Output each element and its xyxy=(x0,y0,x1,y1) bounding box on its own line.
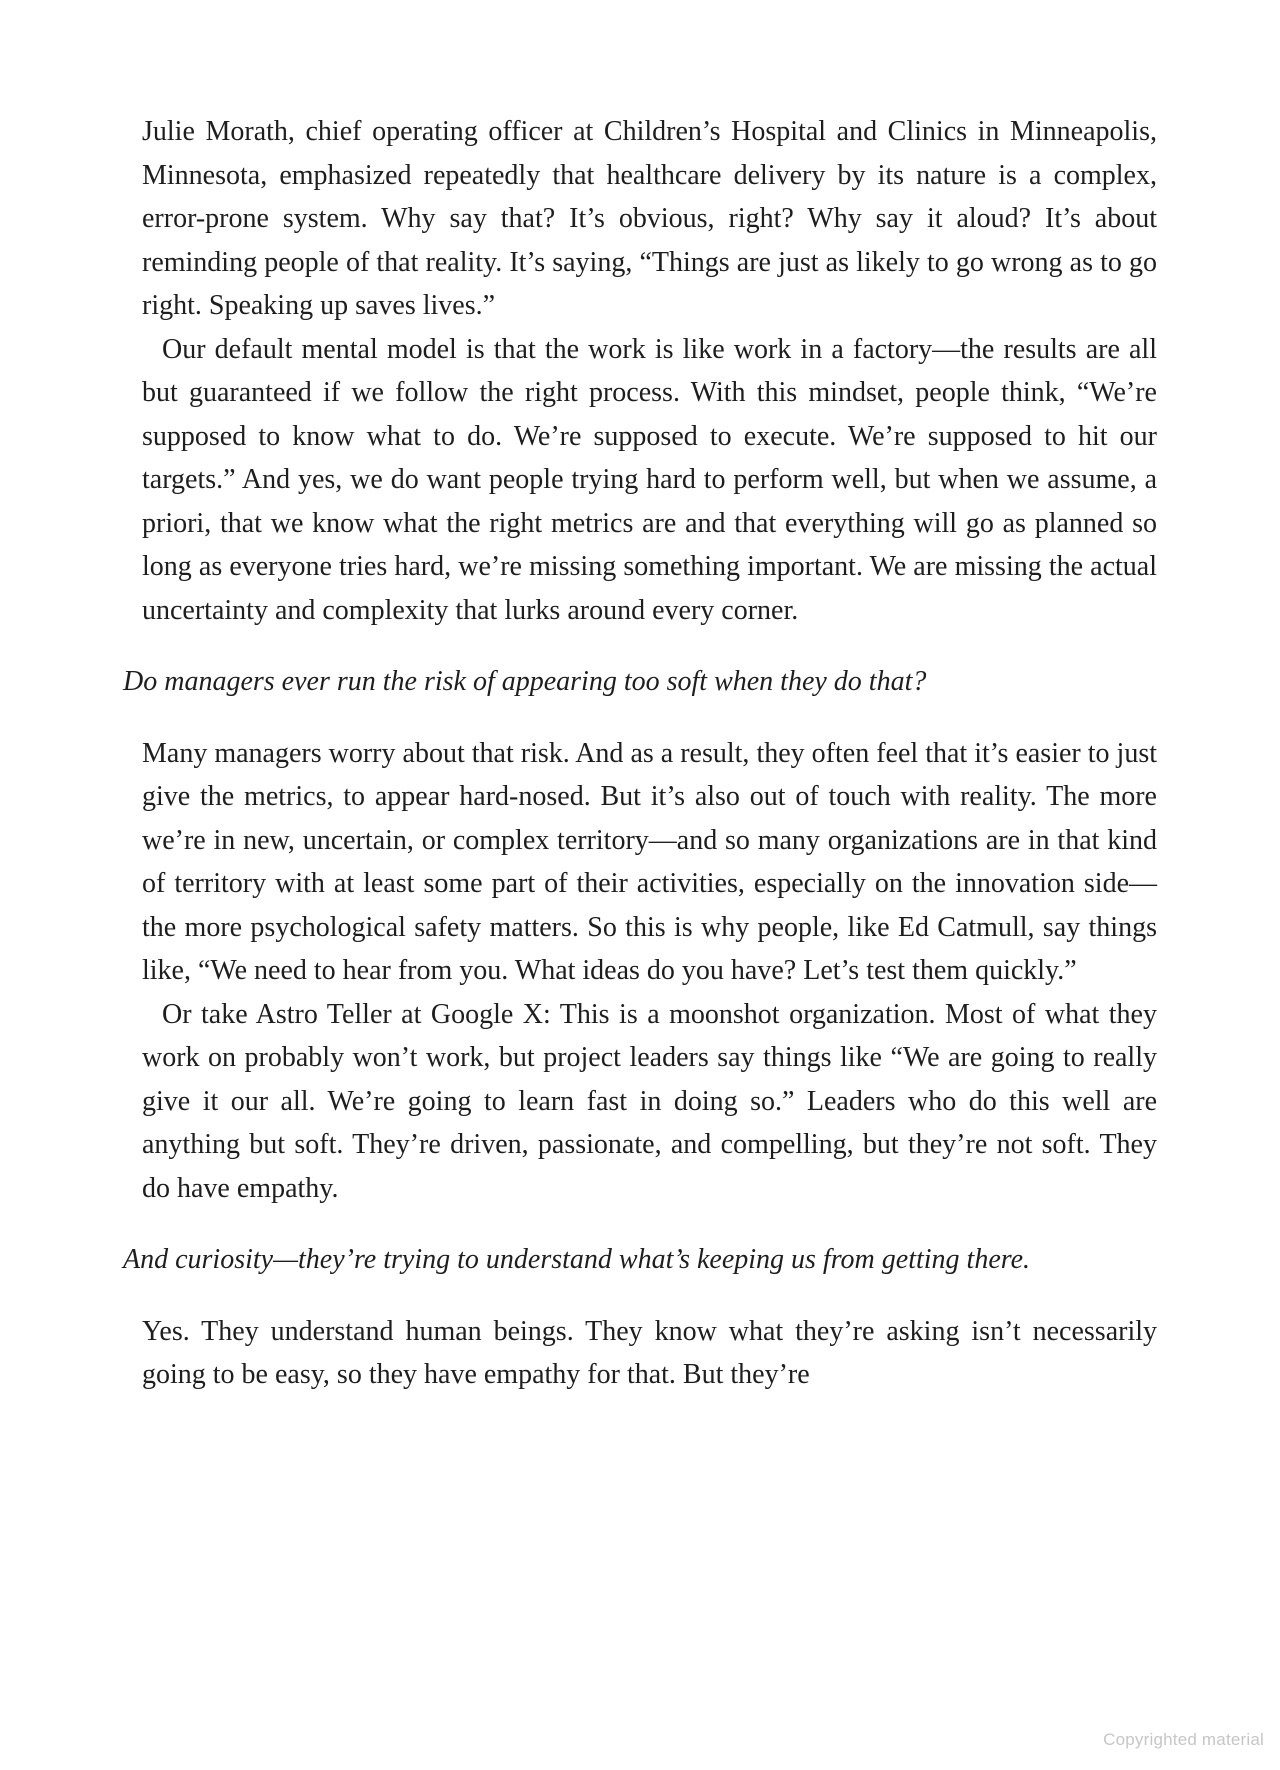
interview-question: Do managers ever run the risk of appearing too soft when they do that? xyxy=(123,666,927,697)
body-paragraph: Yes. They understand human beings. They know what they’re asking isn’t necessarily going to be easy, so they have empathy for that. But they’re xyxy=(142,1315,1157,1390)
interview-question: And curiosity—they’re trying to understand what’s keeping us from getting there. xyxy=(123,1244,1031,1275)
body-paragraph: Our default mental model is that the work is like work in a factory—the results are all but guaranteed if we follow the right process. With this mindset, people think, “We’re supposed to know what to do. We’re supposed to execute. We’re supposed to hit our targets.” And yes, we do want people trying hard to perform well, but when we assume, a priori, that we know what the right metrics are and that everything will go as planned so long as everyone tries hard, we’re missing something important. We are missing the actual uncertainty and complexity that lurks around every corner. xyxy=(142,333,1157,626)
copyright-watermark: Copyrighted material xyxy=(1103,1730,1264,1749)
body-paragraph: Or take Astro Teller at Google X: This is a moonshot organization. Most of what they work on probably won’t work, but project leaders say things like “We are going to really give it our all. We’re going to learn fast in doing so.” Leaders who do this well are anything but soft. They’re driven, passionate, and compelling, but they’re not soft. They do have empathy. xyxy=(142,998,1157,1204)
body-paragraph: Julie Morath, chief operating officer at Children’s Hospital and Clinics in Minneapolis, Minnesota, emphasized repeatedly that healthcare delivery by its nature is a complex, error-prone system. Why say that? It’s obvious, right? Why say it aloud? It’s about reminding people of that reality. It’s saying, “Things are just as likely to go wrong as to go right. Speaking up saves lives.” xyxy=(142,116,1157,321)
page-text-block xyxy=(123,110,1157,1397)
body-paragraph: Many managers worry about that risk. And as a result, they often feel that it’s easier to just give the metrics, to appear hard-nosed. But it’s also out of touch with reality. The more we’re in new, uncertain, or complex territory—and so many organizations are in that kind of territory with at least some part of their activities, especially on the innovation side—the more psychological safety matters. So this is why people, like Ed Catmull, say things like, “We need to hear from you. What ideas do you have? Let’s test them quickly.” xyxy=(142,737,1157,986)
